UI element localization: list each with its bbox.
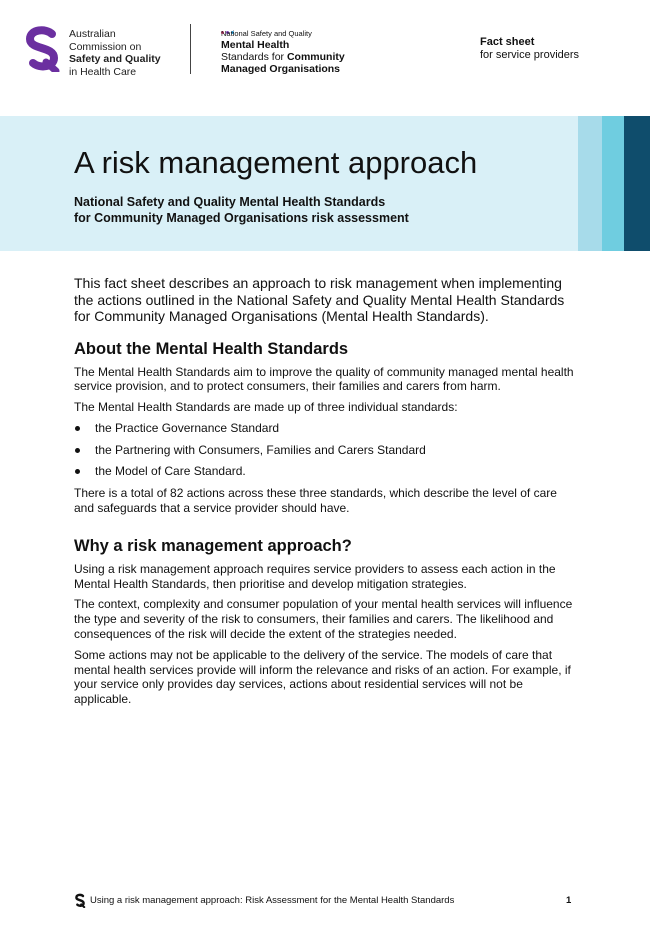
commission-name xyxy=(69,28,161,78)
list-item-text: the Model of Care Standard. xyxy=(95,464,246,479)
commission-line: Commission on xyxy=(69,40,142,53)
bullet-icon xyxy=(75,469,80,474)
banner-stripe xyxy=(578,116,602,251)
why-paragraph-1: Using a risk management approach requires service providers to assess each action in the Mental Health Standards, then prioritise and develop mitigation strategies. xyxy=(74,561,556,591)
commission-line: Safety and Quality xyxy=(69,53,161,65)
standards-list xyxy=(74,421,579,479)
fact-sheet-label xyxy=(480,36,579,62)
banner-stripe xyxy=(624,116,650,251)
commission-line: in Health Care xyxy=(69,65,137,78)
commission-line: Australian xyxy=(69,28,116,40)
title-banner xyxy=(0,116,650,251)
why-paragraph-3: Some actions may not be applicable to the delivery of the service. The models of care that mental health services provide will inform the relevance and risks of an action. For example, if your service only provides day services, actions about residential services will not be applicable. xyxy=(74,647,571,707)
footer-logo-icon xyxy=(74,893,86,908)
about-paragraph-3: There is a total of 82 actions across these three standards, which describe the level of care and safeguards that a service provider should have. xyxy=(74,486,557,516)
page-number: 1 xyxy=(566,895,572,906)
bullet-icon xyxy=(75,448,80,453)
fact-sheet-subtitle: for service providers xyxy=(480,49,580,61)
main-content xyxy=(74,275,579,713)
standards-name xyxy=(221,29,345,75)
acsqhc-logo-icon xyxy=(22,26,62,72)
subtitle-line: National Safety and Quality Mental Health Standards xyxy=(74,195,386,209)
standards-small-line: National Safety and Quality xyxy=(221,29,312,38)
standards-line: Standards for Community xyxy=(221,51,345,63)
list-item xyxy=(74,421,579,436)
subtitle-line: for Community Managed Organisations risk assessment xyxy=(74,211,409,225)
about-paragraph-2: The Mental Health Standards are made up of three individual standards: xyxy=(74,400,458,415)
fact-sheet-title: Fact sheet xyxy=(480,36,535,48)
section-heading-about: About the Mental Health Standards xyxy=(74,339,349,358)
bullet-icon xyxy=(75,426,80,431)
intro-paragraph: This fact sheet describes an approach to risk management when implementing the actions outlined in the National Safety and Quality Mental Health Standards for Community Managed Organisations (Mental Health Standards). xyxy=(74,275,565,324)
list-item-text: the Practice Governance Standard xyxy=(95,420,280,435)
page-subtitle xyxy=(74,194,554,226)
standards-line: Mental Health xyxy=(221,39,290,51)
header-divider xyxy=(190,24,191,74)
standards-line: Managed Organisations xyxy=(221,63,341,75)
section-heading-why: Why a risk management approach? xyxy=(74,536,352,555)
why-paragraph-2: The context, complexity and consumer population of your mental health services will influence the type and severity of the risk to consumers, their families and carers. The likelihood and consequences of the risk will decide the extent of the strategies needed. xyxy=(74,597,573,642)
about-paragraph-1: The Mental Health Standards aim to improve the quality of community managed mental health service provision, and to protect consumers, their families and carers from harm. xyxy=(74,364,574,394)
list-item-text: the Partnering with Consumers, Families and Carers Standard xyxy=(95,442,426,457)
list-item xyxy=(74,464,579,479)
footer-text: Using a risk management approach: Risk Assessment for the Mental Health Standards xyxy=(90,895,455,906)
list-item xyxy=(74,443,579,458)
banner-stripe xyxy=(602,116,624,251)
page-title: A risk management approach xyxy=(74,145,478,180)
